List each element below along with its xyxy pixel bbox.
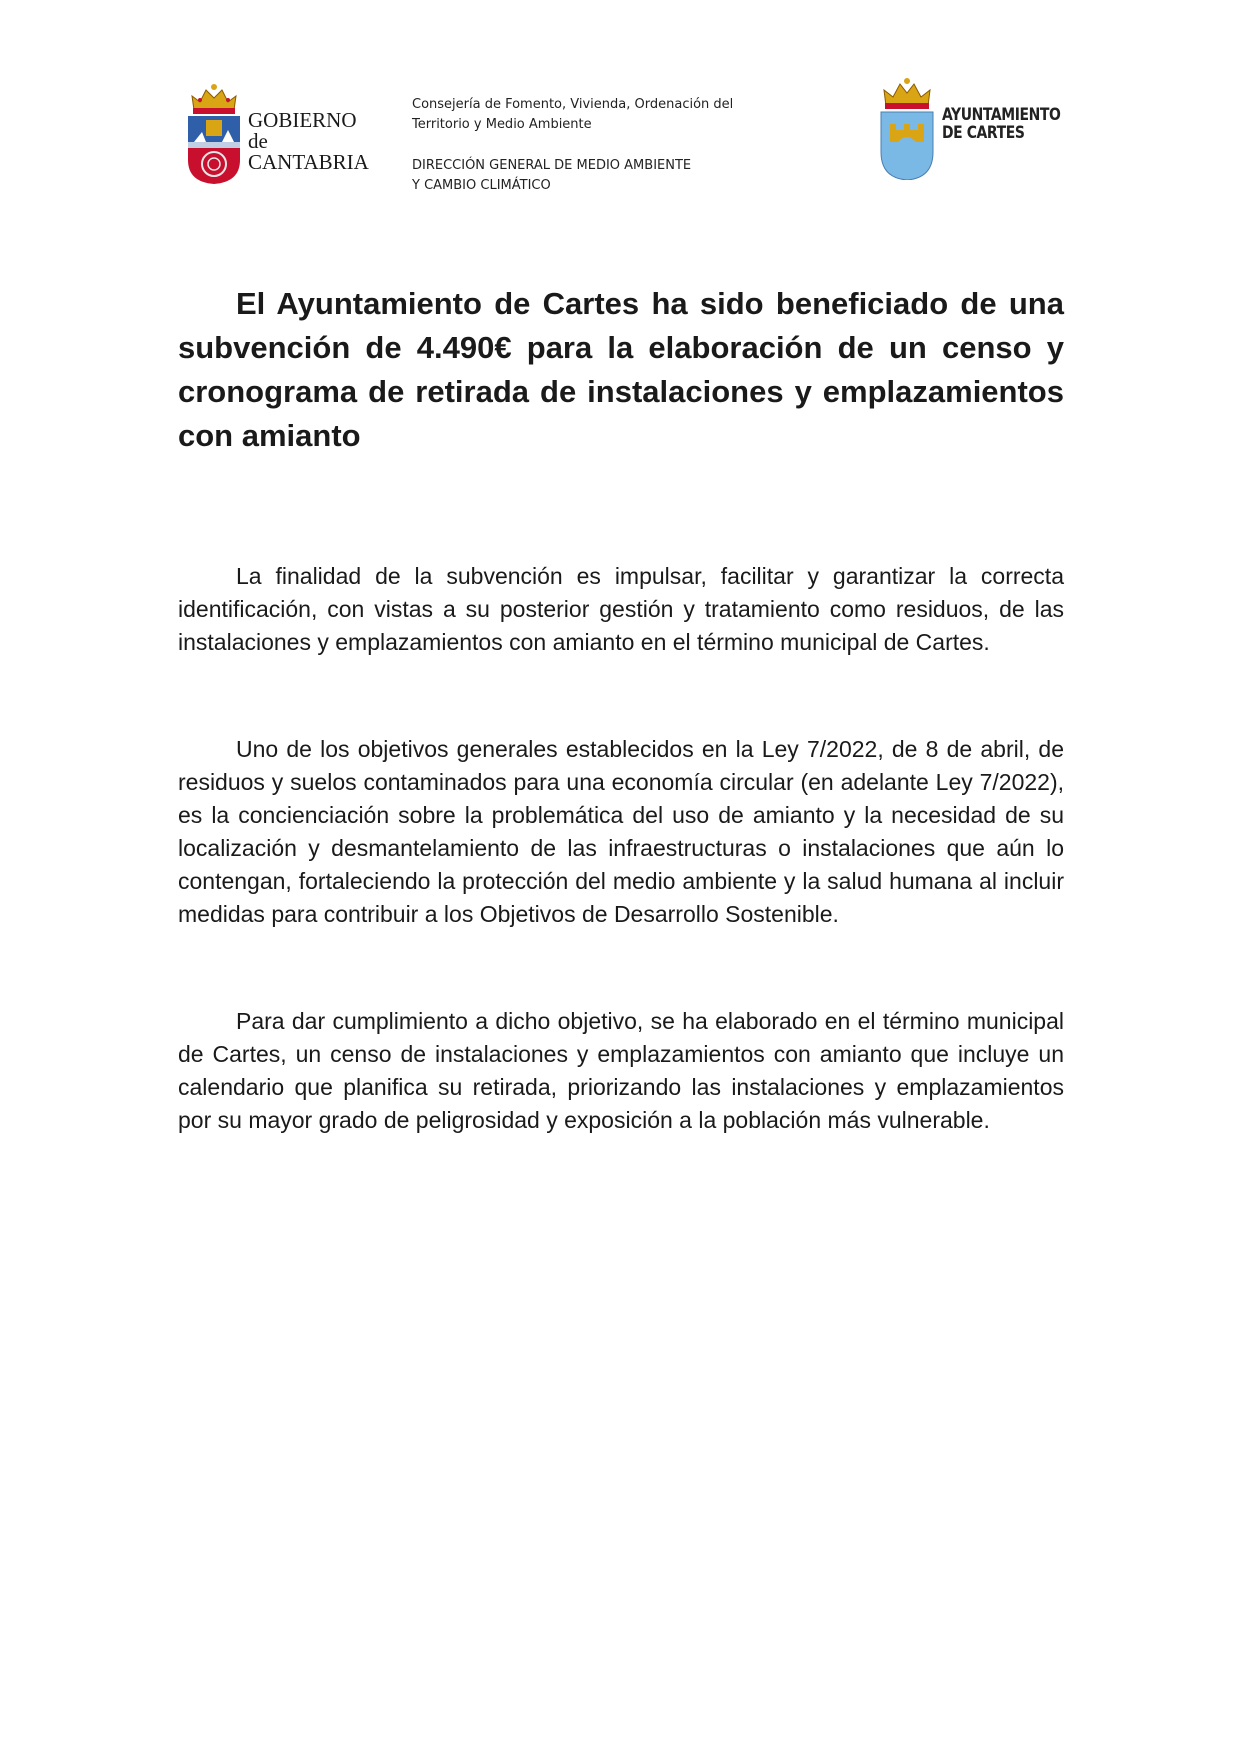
de-line: de — [248, 129, 268, 153]
consejeria-line-1: Consejería de Fomento, Vivienda, Ordenación del — [412, 97, 734, 112]
gobierno-cantabria-wordmark — [248, 110, 369, 173]
paragraph-2: Uno de los objetivos generales establecidos en la Ley 7/2022, de 8 de abril, de residuos y suelos contaminados para una economía circular (en adelante Ley 7/2022), es la concienciación sobre la problemática del uso de amianto y la necesidad de su localización y desmantelamiento de las infraestructuras o instalaciones que aún lo contengan, fortaleciendo la protección del medio ambiente y la salud humana al incluir medidas para contribuir a los Objetivos de Desarrollo Sostenible. — [178, 736, 1064, 927]
cantabria-coat-of-arms-icon — [184, 80, 244, 184]
document-body — [178, 282, 1064, 1137]
cantabria-line: CANTABRIA — [248, 150, 369, 174]
ayuntamiento-cartes-logo — [876, 76, 1066, 180]
gobierno-cantabria-logo — [184, 80, 384, 184]
cartes-coat-of-arms-icon — [876, 76, 938, 180]
paragraph-3: Para dar cumplimiento a dicho objetivo, se ha elaborado en el término municipal de Cartes, un censo de instalaciones y emplazamientos con amianto que incluye un calendario que planifica su retirada, priorizando las instalaciones y emplazamientos por su mayor grado de peligrosidad y exposición a la población más vulnerable. — [178, 1008, 1064, 1133]
gobierno-line: GOBIERNO — [248, 108, 357, 132]
consejeria-line-2: Territorio y Medio Ambiente — [412, 117, 592, 132]
ayuntamiento-line: AYUNTAMIENTO — [942, 105, 1061, 125]
de-cartes-line: DE CARTES — [942, 123, 1025, 143]
document-title: El Ayuntamiento de Cartes ha sido beneficiado de una subvención de 4.490€ para la elaboración de un censo y cronograma de retirada de instalaciones y emplazamientos con amianto — [178, 286, 1064, 453]
ayuntamiento-cartes-wordmark — [942, 106, 1060, 142]
direccion-line-2: Y CAMBIO CLIMÁTICO — [412, 178, 551, 193]
consejeria-block — [412, 95, 733, 196]
letterhead — [0, 0, 1241, 220]
direccion-line-1: DIRECCIÓN GENERAL DE MEDIO AMBIENTE — [412, 158, 692, 173]
paragraph-1: La finalidad de la subvención es impulsar, facilitar y garantizar la correcta identificación, con vistas a su posterior gestión y tratamiento como residuos, de las instalaciones y emplazamientos con amianto en el término municipal de Cartes. — [178, 563, 1064, 655]
